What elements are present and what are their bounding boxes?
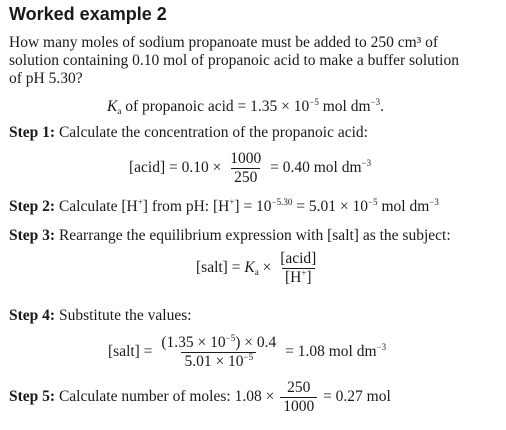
step3-den-sup: + — [301, 268, 307, 278]
step3-fraction — [277, 251, 319, 286]
ka-text: of propanoic acid = 1.35 × 10 — [121, 98, 310, 115]
step4-equation — [108, 335, 386, 370]
step4-num-a: (1.35 × 10 — [161, 334, 226, 351]
step2-unit: mol dm — [377, 198, 430, 215]
step4-den-exponent: −5 — [243, 352, 254, 362]
step3-den-b: ] — [306, 269, 312, 286]
step3-label: Step 3: — [9, 227, 56, 244]
step4-denominator — [181, 352, 256, 370]
step4-den-a: 5.01 × 10 — [184, 353, 244, 370]
step4-num-b: ) × 0.4 — [235, 334, 277, 351]
step1-text: Calculate the concentration of the propanoic acid: — [58, 124, 368, 141]
step5-fraction — [280, 380, 317, 415]
step4-text: Substitute the values: — [58, 307, 192, 324]
step4-lhs: [salt] = — [108, 343, 153, 361]
step1-numerator: 1000 — [230, 150, 262, 167]
step2-exp-2: −5 — [368, 197, 378, 207]
ka-unit-exponent: −3 — [370, 97, 381, 107]
step2-sup-2: + — [229, 197, 235, 207]
ka-symbol: K — [107, 98, 118, 115]
step1-heading — [9, 124, 368, 142]
step1-equation — [129, 151, 371, 186]
step5-rhs: = 0.27 mol — [323, 388, 391, 406]
step2-unit-exponent: −3 — [429, 197, 439, 207]
step2-sup-1: + — [137, 197, 143, 207]
question-line-3: of pH 5.30? — [9, 70, 83, 87]
step3-times: × — [258, 259, 272, 277]
step3-equation — [196, 251, 321, 286]
step2-label: Step 2: — [9, 198, 56, 215]
step4-rhs: = 1.08 mol dm — [285, 343, 377, 361]
step3-text: Rearrange the equilibrium expression with [salt] as the subject: — [58, 227, 451, 244]
step4-label: Step 4: — [9, 307, 56, 324]
step4-heading — [9, 307, 192, 325]
step1-rhs: = 0.40 mol dm — [270, 159, 362, 177]
step1-denominator: 250 — [231, 168, 260, 186]
step2-text-2: ] from pH: [H — [142, 198, 230, 215]
step2-text-3: ] = 10 — [234, 198, 272, 215]
step5-label: Step 5: — [9, 388, 56, 406]
step3-den-a: [H — [284, 269, 302, 286]
question-line-1: How many moles of sodium propanoate must be added to 250 cm³ of — [9, 34, 439, 51]
step1-fraction — [227, 151, 264, 186]
step1-label: Step 1: — [9, 124, 56, 141]
question-line-2: solution containing 0.10 mol of propanoic acid to make a buffer solution — [9, 52, 459, 69]
step2-text-4: = 5.01 × 10 — [292, 198, 368, 215]
ka-exponent: −5 — [309, 97, 319, 107]
step2-text-1: Calculate [H — [58, 198, 138, 215]
ka-subscript: a — [117, 106, 122, 116]
step2-exp-1: −5.30 — [271, 197, 293, 207]
step3-numerator: [acid] — [280, 250, 317, 267]
step1-lhs: [acid] = 0.10 × — [129, 159, 222, 177]
page-title: Worked example 2 — [9, 4, 167, 24]
ka-statement — [107, 98, 384, 116]
step4-numerator — [158, 335, 279, 352]
step5-numerator: 250 — [287, 379, 311, 396]
step1-rhs-exponent: −3 — [361, 158, 372, 169]
ka-end: . — [380, 98, 384, 115]
step5-line — [9, 380, 391, 415]
step3-k-subscript: a — [254, 267, 259, 278]
step4-num-exponent: −5 — [225, 333, 236, 343]
ka-unit: mol dm — [322, 98, 371, 115]
step3-heading — [9, 227, 451, 245]
step4-fraction — [158, 335, 279, 370]
step5-text: Calculate number of moles: 1.08 × — [58, 388, 275, 406]
step3-lhs: [salt] = — [196, 259, 245, 277]
step5-denominator: 1000 — [280, 397, 317, 415]
step3-k: K — [244, 259, 255, 277]
step3-denominator — [282, 268, 315, 286]
step2-line — [9, 198, 439, 216]
step4-rhs-exponent: −3 — [376, 342, 387, 353]
